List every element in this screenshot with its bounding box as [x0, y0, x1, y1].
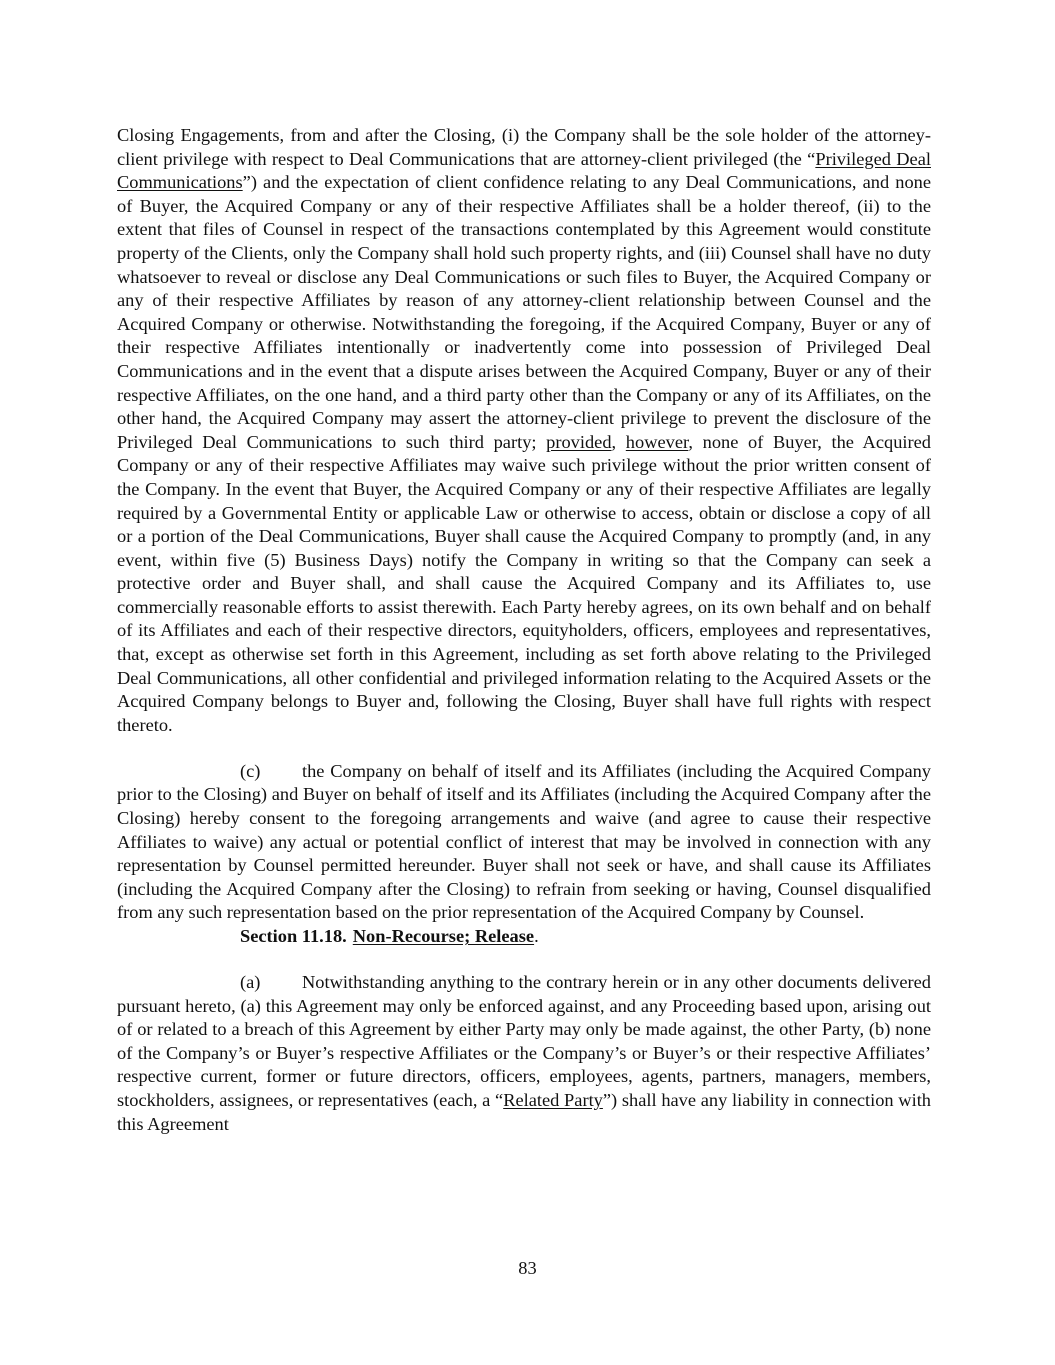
paragraph-a-text-1: Notwithstanding anything to the contrary herein or in any other documents delivered pursuant hereto, (a) this Agreement may only be enforced against, and any Proceeding based upon, arising out of or related to a breach of this Agreement by either Party may only be made against, the other Party, (b) none of the Company’s or Buyer’s respective Affiliates or the Company’s or Buyer’s or their respective Affiliates’ respective current, former or future directors, officers, employees, agents, partners, managers, members, stockholders, assignees, or representatives (each, a “	[117, 971, 931, 1110]
section-heading	[117, 925, 931, 949]
paragraph-a	[117, 971, 931, 1136]
term-provided: provided	[546, 431, 612, 452]
paragraph-a-label: (a)	[240, 971, 261, 992]
paragraph-privilege-text-3: , none of Buyer, the Acquired Company or any of their respective Affiliates may waive such privilege without the prior written consent of the Company. In the event that Buyer, the Acquired Company or any of their respective Affiliates are legally required by a Governmental Entity or applicable Law or otherwise to access, obtain or disclose a copy of all or a portion of the Deal Communications, Buyer shall cause the Acquired Company to promptly (and, in any event, within five (5) Business Days) notify the Company in writing so that the Company can seek a protective order and Buyer shall, and shall cause the Acquired Company and its Affiliates to, use commercially reasonable efforts to assist therewith. Each Party hereby agrees, on its own behalf and on behalf of its Affiliates and each of their respective directors, equityholders, officers, employees and representatives, that, except as otherwise set forth in this Agreement, including as set forth above relating to the Privileged Deal Communications, all other confidential and privileged information relating to the Acquired Assets or the Acquired Company belongs to Buyer and, following the Closing, Buyer shall have full rights with respect thereto.	[117, 431, 931, 735]
defined-term-related-party: Related Party	[503, 1089, 603, 1110]
paragraph-c-text: the Company on behalf of itself and its Affiliates (including the Acquired Company prior to the Closing) and Buyer on behalf of itself and its Affiliates (including the Acquired Company after the Closing) hereby consent to the foregoing arrangements and waive (and agree to cause their respective Affiliates to waive) any actual or potential conflict of interest that may be involved in connection with any representation by Counsel permitted hereunder. Buyer shall not seek or have, and shall cause its Affiliates (including the Acquired Company after the Closing) to refrain from seeking or having, Counsel disqualified from any such representation based on the prior representation of the Acquired Company by Counsel.	[117, 760, 931, 923]
paragraph-privilege-text-1: Closing Engagements, from and after the Closing, (i) the Company shall be the sole holder of the attorney-client privilege with respect to Deal Communications that are attorney-client privileged (the “	[117, 125, 931, 169]
defined-term-privileged-deal-communications: Privileged Deal Communications	[117, 148, 931, 193]
paragraph-privilege	[117, 124, 931, 737]
paragraph-c	[117, 760, 931, 925]
paragraph-a-text-2: ”) shall have any liability in connection with this Agreement	[117, 1089, 932, 1134]
term-separator: ,	[611, 431, 626, 452]
section-title: Non-Recourse; Release	[352, 925, 535, 946]
paragraph-privilege-text-2: ”) and the expectation of client confidence relating to any Deal Communications, and none of Buyer, the Acquired Company or any of their respective Affiliates shall be a holder thereof, (ii) to the extent that files of Counsel in respect of the transactions contemplated by this Agreement would constitute property of the Clients, only the Company shall hold such property rights, and (iii) Counsel shall have no duty whatsoever to reveal or disclose any Deal Communications or such files to Buyer, the Acquired Company or any of their respective Affiliates by reason of any attorney-client relationship between Counsel and the Acquired Company or otherwise. Notwithstanding the foregoing, if the Acquired Company, Buyer or any of their respective Affiliates intentionally or inadvertently come into possession of Privileged Deal Communications and in the event that a dispute arises between the Acquired Company, Buyer or any of their respective Affiliates, on the one hand, and a third party other than the Company or any of its Affiliates, on the other hand, the Acquired Company may assert the attorney-client privilege to prevent the disclosure of the Privileged Deal Communications to such third party;	[117, 172, 931, 452]
term-however: however	[625, 431, 689, 452]
page-number: 83	[518, 1258, 537, 1278]
paragraph-c-label: (c)	[240, 760, 261, 781]
section-number: Section 11.18.	[240, 925, 347, 946]
document-page	[117, 124, 931, 1136]
section-title-period: .	[534, 925, 539, 946]
